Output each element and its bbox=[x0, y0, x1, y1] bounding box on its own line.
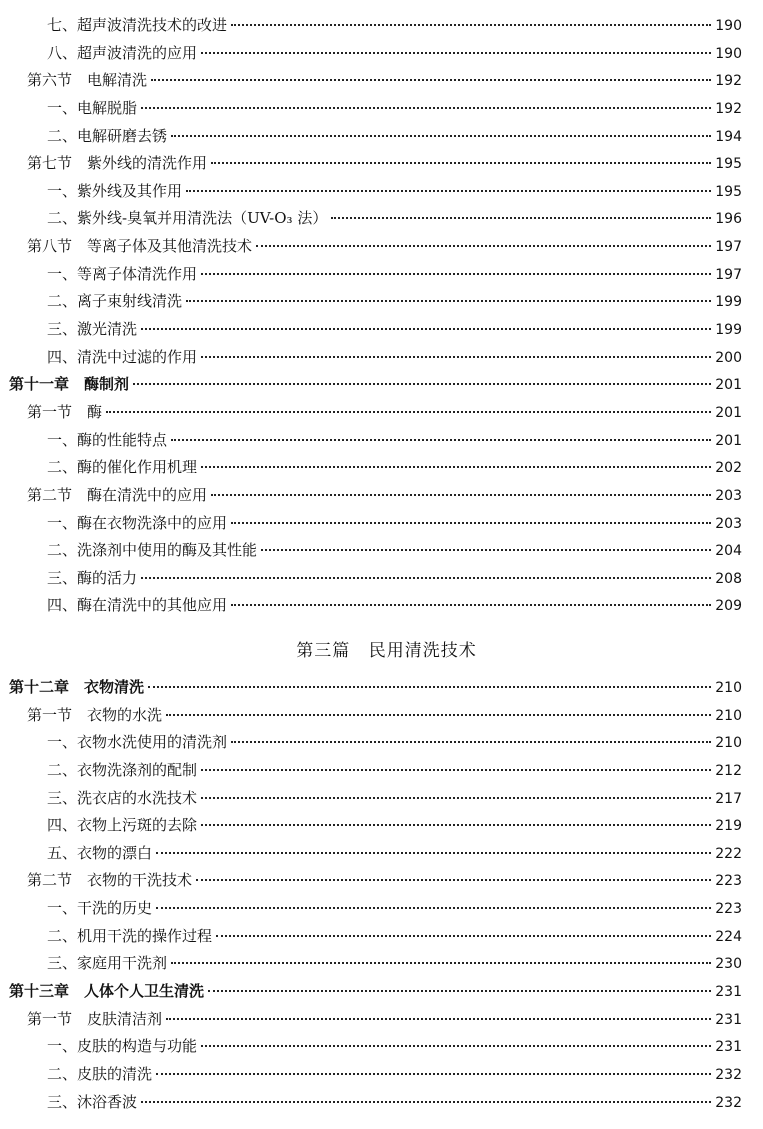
dot-leader bbox=[156, 1073, 711, 1075]
toc-entry-page-number: 192 bbox=[715, 100, 742, 117]
toc-entry-title: 第七节 紫外线的清洗作用 bbox=[27, 154, 208, 173]
toc-entry bbox=[0, 178, 763, 206]
toc-entry bbox=[0, 150, 763, 178]
dot-leader bbox=[156, 852, 711, 854]
toc-entry-title: 第六节 电解清洗 bbox=[27, 71, 148, 90]
dot-leader bbox=[231, 604, 711, 606]
toc-entry-title: 五、衣物的漂白 bbox=[47, 843, 153, 862]
toc-entry-page-number: 199 bbox=[715, 294, 742, 311]
toc-entry bbox=[0, 399, 763, 427]
dot-leader bbox=[331, 217, 711, 219]
toc-entry bbox=[0, 510, 763, 538]
dot-leader bbox=[186, 300, 711, 302]
toc-entry bbox=[0, 923, 763, 951]
toc-entry bbox=[0, 427, 763, 455]
toc-entry bbox=[0, 1006, 763, 1034]
toc-entry-title: 一、紫外线及其作用 bbox=[47, 181, 183, 200]
dot-leader bbox=[201, 273, 711, 275]
toc-entry-title: 四、酶在清洗中的其他应用 bbox=[47, 596, 228, 615]
toc-entry bbox=[0, 233, 763, 261]
toc-entry-page-number: 202 bbox=[715, 460, 742, 477]
toc-entry-title: 三、洗衣店的水洗技术 bbox=[47, 788, 198, 807]
dot-leader bbox=[211, 162, 711, 164]
toc-entry-page-number: 190 bbox=[715, 18, 742, 34]
toc-entry bbox=[0, 674, 763, 702]
dot-leader bbox=[201, 356, 711, 358]
dot-leader bbox=[141, 107, 711, 109]
toc-entry-title: 二、洗涤剂中使用的酶及其性能 bbox=[47, 541, 258, 560]
toc-entry-page-number: 201 bbox=[715, 377, 742, 394]
dot-leader bbox=[171, 135, 711, 137]
part-heading bbox=[0, 636, 763, 661]
toc-entry-title: 三、酶的活力 bbox=[47, 568, 138, 587]
dot-leader bbox=[171, 439, 711, 441]
toc-entry-title: 第二节 衣物的干洗技术 bbox=[27, 871, 193, 890]
dot-leader bbox=[166, 1018, 711, 1020]
toc-entry-page-number: 194 bbox=[715, 128, 742, 145]
toc-list-after-part bbox=[0, 674, 763, 1116]
dot-leader bbox=[201, 1045, 711, 1047]
toc-entry-page-number: 231 bbox=[715, 984, 742, 1001]
toc-entry bbox=[0, 895, 763, 923]
toc-entry bbox=[0, 288, 763, 316]
toc-entry-page-number: 210 bbox=[715, 735, 742, 752]
dot-leader bbox=[166, 714, 711, 716]
dot-leader bbox=[211, 494, 711, 496]
dot-leader bbox=[171, 962, 711, 964]
toc-entry-title: 第一节 衣物的水洗 bbox=[27, 705, 163, 724]
toc-entry-page-number: 196 bbox=[715, 211, 742, 228]
toc-entry-page-number: 192 bbox=[715, 73, 742, 90]
toc-entry-title: 第十一章 酶制剂 bbox=[9, 375, 130, 394]
toc-entry-page-number: 232 bbox=[715, 1094, 742, 1111]
dot-leader bbox=[201, 824, 711, 826]
toc-entry-page-number: 199 bbox=[715, 322, 742, 339]
toc-entry bbox=[0, 978, 763, 1006]
toc-entry-page-number: 201 bbox=[715, 404, 742, 421]
toc-entry bbox=[0, 785, 763, 813]
toc-entry-title: 一、干洗的历史 bbox=[47, 899, 153, 918]
toc-entry bbox=[0, 454, 763, 482]
toc-entry-page-number: 195 bbox=[715, 183, 742, 200]
toc-entry bbox=[0, 316, 763, 344]
dot-leader bbox=[186, 190, 711, 192]
toc-entry bbox=[0, 702, 763, 730]
toc-entry bbox=[0, 261, 763, 289]
toc-entry-title: 三、沐浴香波 bbox=[47, 1092, 138, 1111]
toc-entry-page-number: 223 bbox=[715, 901, 742, 918]
toc-entry-title: 一、衣物水洗使用的清洗剂 bbox=[47, 733, 228, 752]
toc-entry-title: 八、超声波清洗的应用 bbox=[47, 43, 198, 62]
toc-entry-page-number: 209 bbox=[715, 598, 742, 615]
toc-entry-page-number: 200 bbox=[715, 349, 742, 366]
toc-entry-page-number: 210 bbox=[715, 680, 742, 696]
toc-entry-page-number: 231 bbox=[715, 1039, 742, 1056]
dot-leader bbox=[141, 1101, 711, 1103]
toc-entry-page-number: 212 bbox=[715, 762, 742, 779]
toc-list-before-part bbox=[0, 12, 763, 620]
toc-entry-page-number: 219 bbox=[715, 818, 742, 835]
toc-entry-title: 四、衣物上污斑的去除 bbox=[47, 816, 198, 835]
toc-entry-page-number: 197 bbox=[715, 239, 742, 256]
toc-entry-title: 一、酶在衣物洗涤中的应用 bbox=[47, 513, 228, 532]
toc-entry bbox=[0, 12, 763, 40]
toc-entry-title: 四、清洗中过滤的作用 bbox=[47, 347, 198, 366]
dot-leader bbox=[201, 797, 711, 799]
toc-entry-title: 二、离子束射线清洗 bbox=[47, 292, 183, 311]
toc-entry-page-number: 203 bbox=[715, 515, 742, 532]
toc-entry-title: 第十三章 人体个人卫生清洗 bbox=[9, 982, 205, 1001]
toc-entry bbox=[0, 371, 763, 399]
toc-entry-title: 二、衣物洗涤剂的配制 bbox=[47, 760, 198, 779]
toc-entry bbox=[0, 95, 763, 123]
toc-entry-title: 三、家庭用干洗剂 bbox=[47, 954, 168, 973]
dot-leader bbox=[231, 24, 711, 26]
toc-entry-title: 一、电解脱脂 bbox=[47, 98, 138, 117]
toc-entry-page-number: 222 bbox=[715, 845, 742, 862]
toc-entry-title: 一、皮肤的构造与功能 bbox=[47, 1037, 198, 1056]
toc-entry bbox=[0, 123, 763, 151]
toc-entry bbox=[0, 757, 763, 785]
toc-entry-title: 一、等离子体清洗作用 bbox=[47, 264, 198, 283]
toc-entry-title: 二、酶的催化作用机理 bbox=[47, 458, 198, 477]
toc-entry-page-number: 190 bbox=[715, 45, 742, 62]
toc-entry-page-number: 208 bbox=[715, 570, 742, 587]
toc-entry bbox=[0, 1061, 763, 1089]
dot-leader bbox=[208, 990, 711, 992]
toc-entry-title: 第一节 酶 bbox=[27, 402, 103, 421]
dot-leader bbox=[201, 769, 711, 771]
toc-entry bbox=[0, 565, 763, 593]
toc-entry-title: 第十二章 衣物清洗 bbox=[9, 678, 145, 696]
dot-leader bbox=[261, 549, 711, 551]
toc-entry-title: 第一节 皮肤清洁剂 bbox=[27, 1009, 163, 1028]
dot-leader bbox=[151, 79, 711, 81]
dot-leader bbox=[141, 577, 711, 579]
toc-entry-page-number: 203 bbox=[715, 487, 742, 504]
toc-entry bbox=[0, 482, 763, 510]
toc-entry-title: 二、紫外线-臭氧并用清洗法（UV-O₃ 法） bbox=[47, 209, 328, 228]
toc-entry-title: 二、机用干洗的操作过程 bbox=[47, 926, 213, 945]
dot-leader bbox=[231, 741, 711, 743]
toc-entry bbox=[0, 840, 763, 868]
toc-entry-page-number: 197 bbox=[715, 266, 742, 283]
toc-entry-page-number: 210 bbox=[715, 707, 742, 724]
dot-leader bbox=[201, 52, 711, 54]
toc-entry-title: 三、激光清洗 bbox=[47, 320, 138, 339]
toc-entry-title: 二、皮肤的清洗 bbox=[47, 1064, 153, 1083]
toc-entry bbox=[0, 537, 763, 565]
toc-entry bbox=[0, 40, 763, 68]
toc-entry bbox=[0, 592, 763, 620]
toc-entry-page-number: 204 bbox=[715, 543, 742, 560]
toc-entry-title: 第二节 酶在清洗中的应用 bbox=[27, 485, 208, 504]
dot-leader bbox=[156, 907, 711, 909]
toc-entry-page-number: 195 bbox=[715, 156, 742, 173]
dot-leader bbox=[148, 686, 711, 688]
dot-leader bbox=[201, 466, 711, 468]
toc-entry bbox=[0, 1033, 763, 1061]
toc-entry-page-number: 201 bbox=[715, 432, 742, 449]
toc-entry-title: 一、酶的性能特点 bbox=[47, 430, 168, 449]
toc-entry-title: 七、超声波清洗技术的改进 bbox=[47, 16, 228, 34]
toc-entry-title: 二、电解研磨去锈 bbox=[47, 126, 168, 145]
toc-entry bbox=[0, 867, 763, 895]
toc-entry-title: 第八节 等离子体及其他清洗技术 bbox=[27, 237, 253, 256]
toc-entry-page-number: 217 bbox=[715, 790, 742, 807]
toc-entry-page-number: 230 bbox=[715, 956, 742, 973]
toc-entry bbox=[0, 729, 763, 757]
toc-entry-page-number: 224 bbox=[715, 928, 742, 945]
dot-leader bbox=[231, 522, 711, 524]
toc-entry bbox=[0, 950, 763, 978]
dot-leader bbox=[196, 879, 711, 881]
dot-leader bbox=[256, 245, 711, 247]
dot-leader bbox=[133, 383, 711, 385]
toc-entry-page-number: 223 bbox=[715, 873, 742, 890]
toc-entry bbox=[0, 67, 763, 95]
toc-entry bbox=[0, 205, 763, 233]
part-title: 民用清洗技术 bbox=[368, 641, 477, 661]
dot-leader bbox=[216, 935, 711, 937]
dot-leader bbox=[141, 328, 711, 330]
toc-entry bbox=[0, 1089, 763, 1117]
dot-leader bbox=[106, 411, 711, 413]
toc-entry-page-number: 231 bbox=[715, 1011, 742, 1028]
toc-entry bbox=[0, 812, 763, 840]
part-number: 第三篇 bbox=[296, 641, 351, 661]
toc-entry bbox=[0, 344, 763, 372]
toc-entry-page-number: 232 bbox=[715, 1066, 742, 1083]
